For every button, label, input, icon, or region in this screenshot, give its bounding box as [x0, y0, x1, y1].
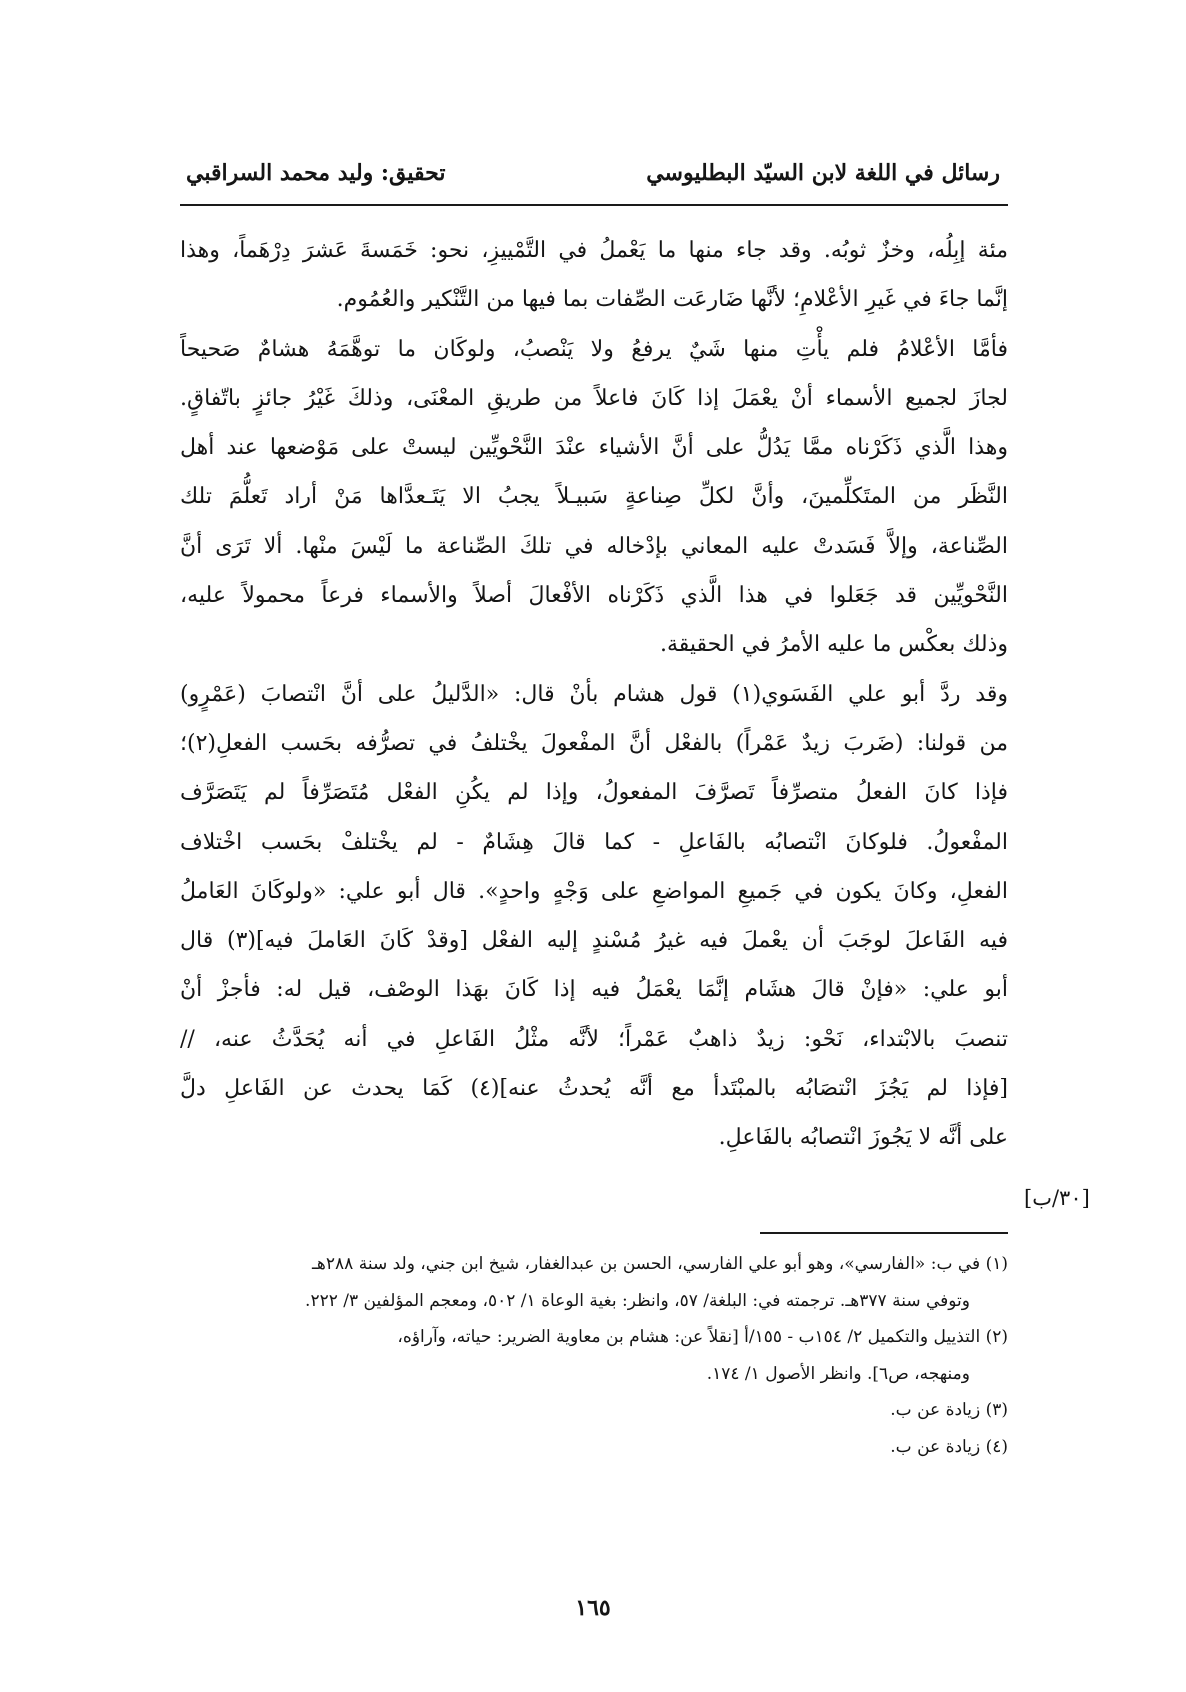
footnote-continuation: وتوفي سنة ٣٧٧هـ. ترجمته في: البلغة/ ٥٧، وانظر: بغية الوعاة ١/ ٥٠٢، ومعجم المؤلفين ٣/ ٢٢٢. — [305, 1290, 970, 1311]
text-line: وذلك بعكْس ما عليه الأمرُ في الحقيقة. — [659, 632, 1008, 658]
text-line: على أنَّه لا يَجُوزَ انْتصابُه بالفَاعلِ. — [718, 1125, 1008, 1151]
text-line: إنَّما جاءَ في غَيرِ الأعْلامِ؛ لأنَّها ضَارعَت الصِّفات بما فيها من التَّنْكير والعُمُوم. — [336, 287, 1008, 313]
text-line: وقد ردَّ أبو علي الفَسَوي(١) قول هشام بأنْ قال: «الدَّليلُ على أنَّ انْتصابَ (عَمْرٍو) — [180, 681, 1008, 707]
running-header-title: رسائل في اللغة لابن السيّد البطليوسي — [646, 160, 1000, 186]
text-line: وهذا الَّذي ذَكَرْناه ممَّا يَدُلُّ على أنَّ الأشياء عنْدَ النَّحْويِّين ليستْ على مَوْضعها عند أهل — [180, 435, 1008, 461]
running-header-editor: تحقيق: وليد محمد السراقبي — [186, 160, 446, 186]
text-line: مئة إبِلُه، وخزٌ ثوبُه. وقد جاء منها ما يَعْملُ في التَّمْييزِ، نحو: خَمَسةَ عَشرَ دِرْهَماً، وهذا — [180, 238, 1008, 263]
footnotes — [180, 1246, 1008, 1466]
footnote: (٣) زيادة عن ب. — [890, 1400, 1008, 1421]
page-number: ١٦٥ — [575, 1595, 611, 1621]
text-line: تنصبَ بالابْتداء، نَحْو: زيدٌ ذاهبٌ عَمْراً؛ لأنَّه مثْلُ الفَاعلِ في أنه يُحَدَّثُ عنه، // — [180, 1026, 1008, 1052]
text-line: النَّظَر من المتَكلِّمينَ، وأنَّ لكلِّ صِناعةٍ سَبيـلاً يجبُ الا يَتَـعدَّاها مَنْ أراد تَعلُّمَ تلك — [180, 484, 1008, 510]
footnote: (١) في ب: «الفارسي»، وهو أبو علي الفارسي، الحسن بن عبدالغفار، شيخ ابن جني، ولد سنة ٢٨٨هـ — [311, 1254, 1008, 1274]
text-line: فيه الفَاعلَ لوجَبَ أن يعْملَ فيه غيرُ مُسْندٍ إليه الفعْل [وقدْ كَانَ العَاملَ فيه](٣) قال — [180, 928, 1008, 954]
text-line: الصِّناعة، وإلاَّ فَسَدتْ عليه المعاني بإدْخاله في تلكَ الصِّناعة ما لَيْسَ منْها. ألا تَرَى أنَّ — [180, 533, 1008, 559]
footnote-continuation: ومنهجه، ص٦]. وانظر الأصول ١/ ١٧٤. — [706, 1363, 970, 1384]
footnote: (٢) التذييل والتكميل ٢/ ١٥٤ب - ١٥٥/أ [نقلاً عن: هشام بن معاوية الضرير: حياته، وآراؤه، — [397, 1327, 1008, 1348]
text-line: فإذا كانَ الفعلُ متصرِّفاً تَصرَّفَ المفعولُ، وإذا لم يكُنِ الفعْل مُتَصَرِّفاً لم يَتَصَرَّف — [180, 780, 1008, 806]
footnote: (٤) زيادة عن ب. — [890, 1436, 1008, 1457]
header-divider — [180, 204, 1008, 206]
text-line: [فإذا لم يَجُزَ انْتصَابُه بالمبْتَدأ مع أنَّه يُحدثُ عنه](٤) كَمَا يحدث عن الفَاعلِ دلَّ — [180, 1076, 1008, 1102]
manuscript-folio-marker: [٣٠/ب] — [1024, 1186, 1090, 1210]
text-line: المفْعولُ. فلوكانَ انْتصابُه بالفَاعلِ - كما قالَ هِشَامٌ - لم يخْتلفْ بحَسب اخْتلاف — [180, 829, 1008, 855]
text-line: أبو علي: «فإنْ قالَ هشَام إنَّمَا يعْمَلُ فيه إذا كَانَ بهَذا الوصْف، قيل له: فأجزْ أنْ — [180, 977, 1008, 1003]
text-line: لجازَ لجميع الأسماء أنْ يعْمَلَ إذا كَانَ فاعلاً من طريقِ المعْنَى، وذلكَ غَيْرُ جائزٍ باتّفاقٍ. — [180, 385, 1008, 411]
text-line: النَّحْويِّين قد جَعَلوا في هذا الَّذي ذَكَرْناه الأفْعالَ أصلاً والأسماء فرعاً محمولاً عليه، — [180, 583, 1008, 609]
footnote-divider — [760, 1232, 1008, 1234]
text-line: الفعلِ، وكانَ يكون في جَميعِ المواضعِ على وَجْهٍ واحدٍ». قال أبو علي: «ولوكَانَ العَاملُ — [180, 878, 1008, 904]
text-line: من قولنا: (ضَربَ زيدٌ عَمْراً) بالفعْل أنَّ المفْعولَ يخْتلفُ في تصرُّفه بحَسب الفعلِ(٢)؛ — [180, 730, 1008, 756]
main-text — [180, 226, 1008, 1163]
text-line: فأمَّا الأعْلامُ فلم يأْتِ منها شَيٌ يرفعُ ولا يَنْصبُ، ولوكَان ما توهَّمَهُ هشامٌ صَحيحاً — [180, 336, 1008, 362]
